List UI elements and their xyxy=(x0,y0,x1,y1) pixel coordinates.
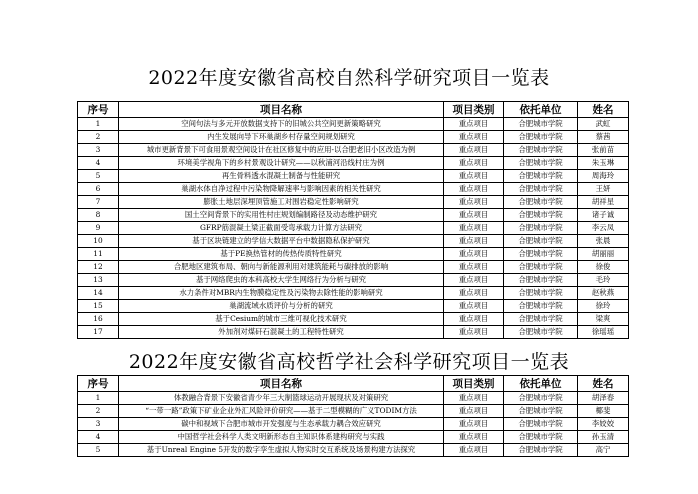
cell-category: 重点项目 xyxy=(444,444,504,457)
cell-category: 重点项目 xyxy=(444,405,504,418)
cell-project-name: 城市更新背景下可食用景观空间设计在社区修复中的应用-以合肥老旧小区改造为例 xyxy=(119,144,444,157)
cell-seq: 1 xyxy=(78,118,119,131)
cell-project-name: 基于Unreal Engine 5开发的数字孪生虚拟人物实时交互系统及场景构建方法探究 xyxy=(119,444,444,457)
cell-category: 重点项目 xyxy=(444,287,504,300)
cell-unit: 合肥城市学院 xyxy=(504,313,578,326)
table-row xyxy=(78,144,629,157)
cell-category: 重点项目 xyxy=(444,313,504,326)
cell-project-name: 基于区块链建立的学信大数据平台中数据隐私保护研究 xyxy=(119,235,444,248)
table-header-row xyxy=(78,376,629,392)
cell-project-name: 碳中和视域下合肥市城市开发强度与生态承载力耦合效应研究 xyxy=(119,418,444,431)
cell-person: 朱玉琳 xyxy=(578,157,629,170)
cell-category: 重点项目 xyxy=(444,196,504,209)
table-row xyxy=(78,313,629,326)
cell-unit: 合肥城市学院 xyxy=(504,274,578,287)
cell-unit: 合肥城市学院 xyxy=(504,118,578,131)
cell-person: 周海玲 xyxy=(578,170,629,183)
table-row xyxy=(78,235,629,248)
cell-category: 重点项目 xyxy=(444,418,504,431)
cell-category: 重点项目 xyxy=(444,131,504,144)
social-science-table xyxy=(77,375,629,457)
cell-unit: 合肥城市学院 xyxy=(504,444,578,457)
cell-category: 重点项目 xyxy=(444,144,504,157)
cell-category: 重点项目 xyxy=(444,392,504,405)
cell-project-name: 水力条件对MBR内生物膜稳定性及污染物去除性能的影响研究 xyxy=(119,287,444,300)
cell-project-name: 空间句法与多元开放数据支持下的旧城公共空间更新策略研究 xyxy=(119,118,444,131)
table-row xyxy=(78,157,629,170)
cell-seq: 8 xyxy=(78,209,119,222)
cell-seq: 1 xyxy=(78,392,119,405)
cell-seq: 5 xyxy=(78,170,119,183)
table-row xyxy=(78,261,629,274)
header-person: 姓名 xyxy=(578,376,629,392)
cell-seq: 3 xyxy=(78,144,119,157)
cell-project-name: 基于Cesium的城市三维可视化技术研究 xyxy=(119,313,444,326)
header-category: 项目类别 xyxy=(444,102,504,118)
cell-unit: 合肥城市学院 xyxy=(504,287,578,300)
table-row xyxy=(78,405,629,418)
cell-seq: 17 xyxy=(78,326,119,339)
header-name: 项目名称 xyxy=(119,376,444,392)
cell-project-name: 膨胀土地层深埋顶管施工对围岩稳定性影响研究 xyxy=(119,196,444,209)
cell-unit: 合肥城市学院 xyxy=(504,261,578,274)
table-row xyxy=(78,222,629,235)
cell-person: 李姣姣 xyxy=(578,418,629,431)
cell-seq: 12 xyxy=(78,261,119,274)
cell-unit: 合肥城市学院 xyxy=(504,131,578,144)
cell-project-name: “一带一路”政策下矿业企业外汇风险评价研究——基于二型模糊的广义TODIM方法 xyxy=(119,405,444,418)
cell-unit: 合肥城市学院 xyxy=(504,418,578,431)
cell-category: 重点项目 xyxy=(444,209,504,222)
cell-category: 重点项目 xyxy=(444,170,504,183)
table-row xyxy=(78,183,629,196)
cell-unit: 合肥城市学院 xyxy=(504,157,578,170)
cell-person: 胡丽丽 xyxy=(578,248,629,261)
table-header-row xyxy=(78,102,629,118)
header-person: 姓名 xyxy=(578,102,629,118)
table-row xyxy=(78,392,629,405)
cell-category: 重点项目 xyxy=(444,118,504,131)
table-row xyxy=(78,287,629,300)
cell-unit: 合肥城市学院 xyxy=(504,392,578,405)
table-row xyxy=(78,300,629,313)
cell-person: 李云凤 xyxy=(578,222,629,235)
cell-project-name: 基于网络爬虫的本科高校大学生网络行为分析与研究 xyxy=(119,274,444,287)
cell-person: 蔡茜 xyxy=(578,131,629,144)
header-seq: 序号 xyxy=(78,376,119,392)
cell-project-name: 外加剂对煤矸石混凝土的工程特性研究 xyxy=(119,326,444,339)
cell-seq: 15 xyxy=(78,300,119,313)
cell-category: 重点项目 xyxy=(444,300,504,313)
social-science-title: 2022年度安徽省高校哲学社会科学研究项目一览表 xyxy=(128,351,570,373)
cell-seq: 9 xyxy=(78,222,119,235)
cell-unit: 合肥城市学院 xyxy=(504,222,578,235)
table-row xyxy=(78,118,629,131)
natural-science-table xyxy=(77,101,629,339)
table-row xyxy=(78,170,629,183)
cell-person: 张晨 xyxy=(578,235,629,248)
cell-project-name: 国土空间背景下的实用性村庄规划编制路径及动态维护研究 xyxy=(119,209,444,222)
cell-person: 王妍 xyxy=(578,183,629,196)
cell-seq: 2 xyxy=(78,405,119,418)
cell-seq: 10 xyxy=(78,235,119,248)
cell-person: 武虹 xyxy=(578,118,629,131)
cell-seq: 7 xyxy=(78,196,119,209)
cell-project-name: 环境美学视角下的乡村景观设计研究——以秋浦河沿线村庄为例 xyxy=(119,157,444,170)
cell-person: 椰斐 xyxy=(578,405,629,418)
cell-seq: 16 xyxy=(78,313,119,326)
cell-unit: 合肥城市学院 xyxy=(504,235,578,248)
table-row xyxy=(78,209,629,222)
table-row xyxy=(78,418,629,431)
cell-unit: 合肥城市学院 xyxy=(504,209,578,222)
cell-unit: 合肥城市学院 xyxy=(504,248,578,261)
cell-project-name: GFRP筋混凝土梁正截面受弯承载力计算方法研究 xyxy=(119,222,444,235)
header-seq: 序号 xyxy=(78,102,119,118)
cell-seq: 2 xyxy=(78,131,119,144)
cell-unit: 合肥城市学院 xyxy=(504,170,578,183)
cell-unit: 合肥城市学院 xyxy=(504,144,578,157)
cell-unit: 合肥城市学院 xyxy=(504,326,578,339)
cell-project-name: 基于PE换热管材的传热传质特性研究 xyxy=(119,248,444,261)
cell-category: 重点项目 xyxy=(444,235,504,248)
cell-project-name: 巢湖流域水质评价与分析的研究 xyxy=(119,300,444,313)
cell-category: 重点项目 xyxy=(444,261,504,274)
cell-category: 重点项目 xyxy=(444,274,504,287)
cell-person: 赵秋燕 xyxy=(578,287,629,300)
cell-unit: 合肥城市学院 xyxy=(504,300,578,313)
cell-person: 胡泽春 xyxy=(578,392,629,405)
cell-project-name: 内生发展向导下环巢湖乡村存量空间规划研究 xyxy=(119,131,444,144)
cell-unit: 合肥城市学院 xyxy=(504,405,578,418)
cell-category: 重点项目 xyxy=(444,431,504,444)
cell-person: 孙玉清 xyxy=(578,431,629,444)
table-row xyxy=(78,274,629,287)
cell-project-name: 巢湖水体自净过程中污染物降解速率与影响因素的相关性研究 xyxy=(119,183,444,196)
cell-seq: 5 xyxy=(78,444,119,457)
cell-category: 重点项目 xyxy=(444,222,504,235)
cell-person: 张前苗 xyxy=(578,144,629,157)
cell-person: 徐玲 xyxy=(578,300,629,313)
cell-project-name: 体教融合背景下安徽省青少年三大制篮球运动开展现状及对策研究 xyxy=(119,392,444,405)
cell-seq: 14 xyxy=(78,287,119,300)
cell-person: 徐俊 xyxy=(578,261,629,274)
cell-seq: 4 xyxy=(78,431,119,444)
cell-person: 高宁 xyxy=(578,444,629,457)
cell-category: 重点项目 xyxy=(444,157,504,170)
cell-unit: 合肥城市学院 xyxy=(504,183,578,196)
cell-seq: 13 xyxy=(78,274,119,287)
table-row xyxy=(78,248,629,261)
cell-unit: 合肥城市学院 xyxy=(504,196,578,209)
natural-science-title: 2022年度安徽省高校自然科学研究项目一览表 xyxy=(148,67,550,89)
cell-person: 梁爽 xyxy=(578,313,629,326)
cell-unit: 合肥城市学院 xyxy=(504,431,578,444)
cell-person: 胡祥星 xyxy=(578,196,629,209)
header-name: 项目名称 xyxy=(119,102,444,118)
cell-project-name: 合肥地区建筑布局、朝向与新能源利用对建筑能耗与碳排放的影响 xyxy=(119,261,444,274)
cell-person: 毛玲 xyxy=(578,274,629,287)
table-row xyxy=(78,431,629,444)
cell-category: 重点项目 xyxy=(444,326,504,339)
table-row xyxy=(78,196,629,209)
header-unit: 依托单位 xyxy=(504,376,578,392)
header-category: 项目类别 xyxy=(444,376,504,392)
cell-seq: 6 xyxy=(78,183,119,196)
table-row xyxy=(78,326,629,339)
header-unit: 依托单位 xyxy=(504,102,578,118)
cell-person: 徐瑶瑶 xyxy=(578,326,629,339)
table-row xyxy=(78,444,629,457)
cell-category: 重点项目 xyxy=(444,183,504,196)
cell-project-name: 再生骨料透水混凝土制备与性能研究 xyxy=(119,170,444,183)
cell-category: 重点项目 xyxy=(444,248,504,261)
cell-seq: 11 xyxy=(78,248,119,261)
cell-project-name: 中国哲学社会科学人类文明新形态自主知识体系建构研究与实践 xyxy=(119,431,444,444)
cell-seq: 3 xyxy=(78,418,119,431)
cell-person: 诸子诚 xyxy=(578,209,629,222)
table-row xyxy=(78,131,629,144)
cell-seq: 4 xyxy=(78,157,119,170)
